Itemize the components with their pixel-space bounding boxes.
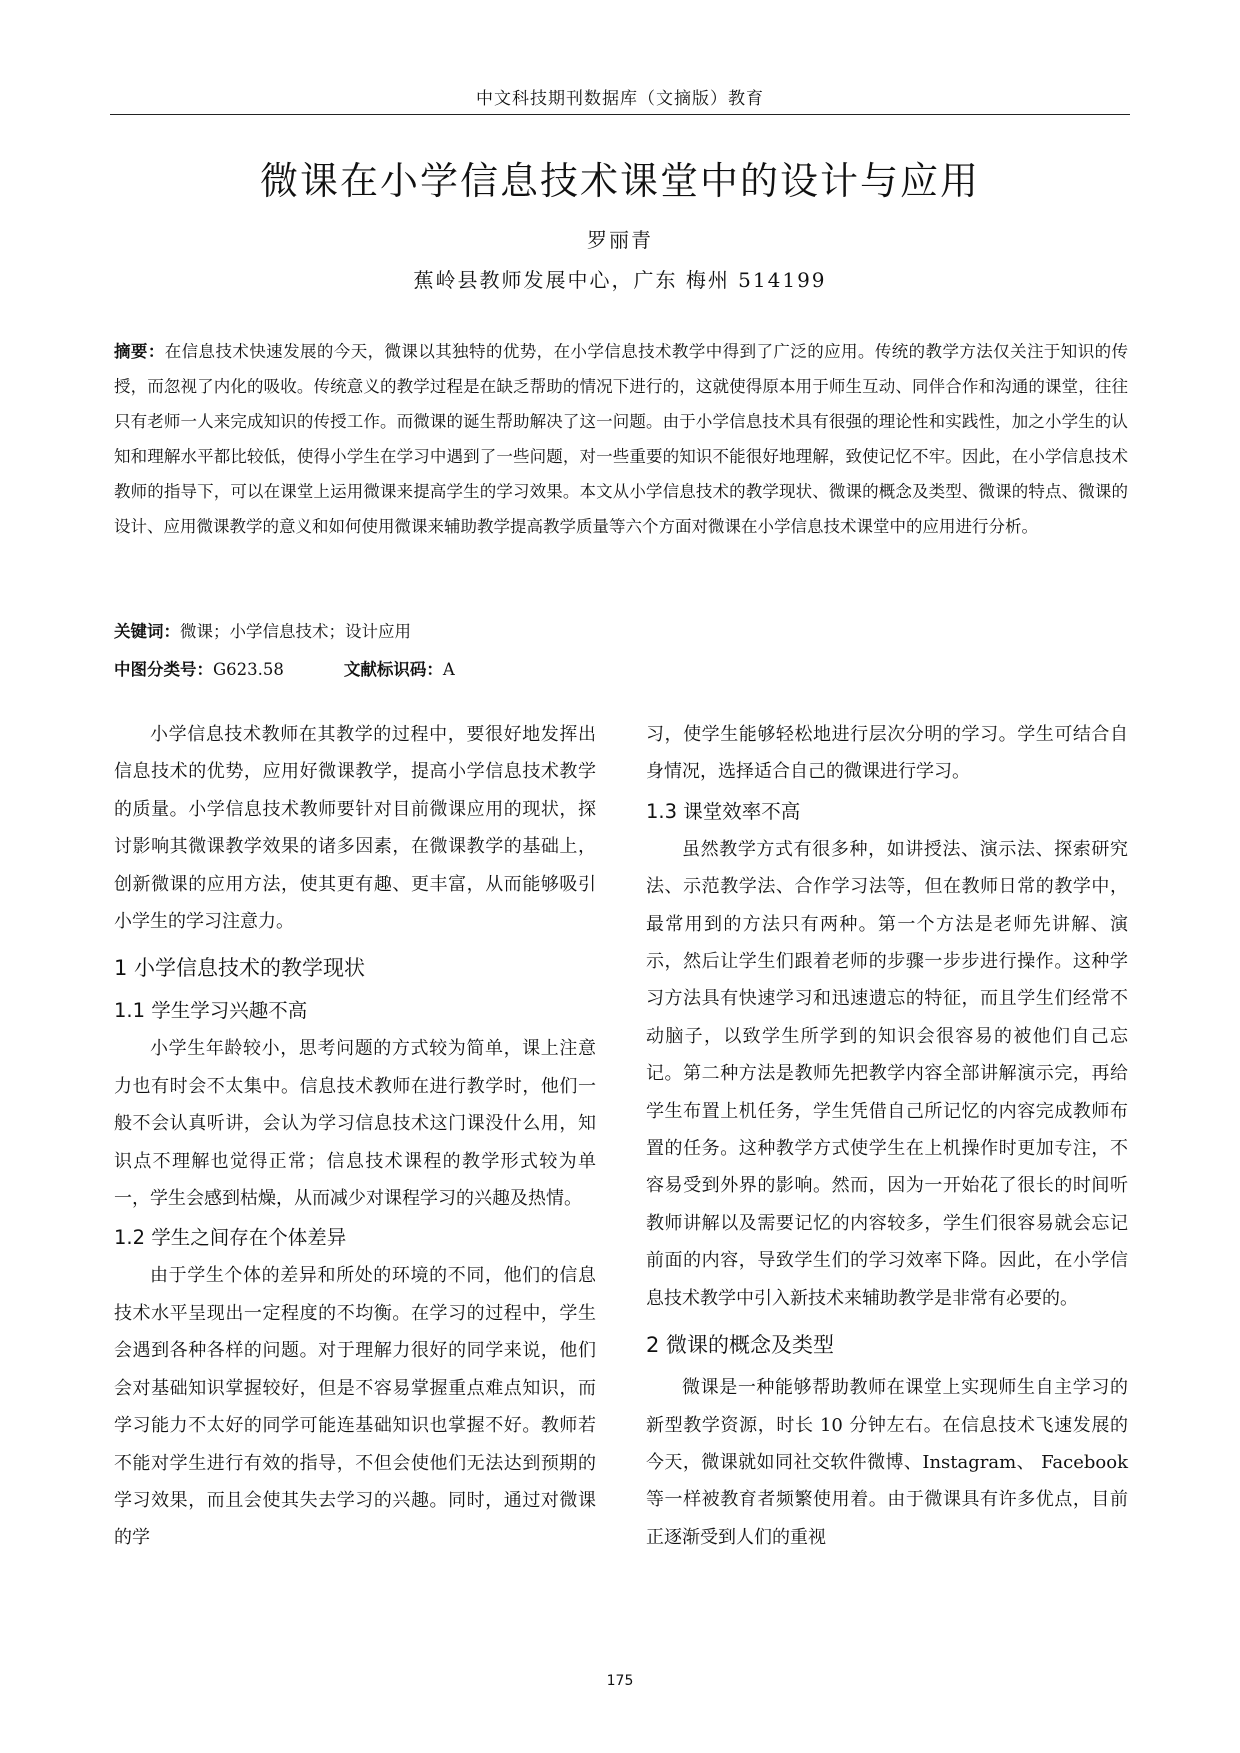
keywords [114, 618, 411, 642]
section-1-heading: 1 小学信息技术的教学现状 [114, 956, 366, 981]
article-title: 微课在小学信息技术课堂中的设计与应用 [259, 159, 980, 203]
classification-line [114, 656, 455, 680]
section-1-2-paragraph: 由于学生个体的差异和所处的环境的不同，他们的信息技术水平呈现出一定程度的不均衡。在学习的过程中，学生会遇到各种各样的问题。对于理解力很好的同学来说，他们会对基础知识掌握较好，但是不容易掌握重点难点知识，而学习能力不太好的同学可能连基础知识也掌握不好。教师若不能对学生进行有效的指导，不但会使他们无法达到预期的学习效果，而且会使其失去学习的兴趣。同时，通过对微课的学 [114, 1265, 596, 1549]
author-name: 罗丽青 [587, 228, 653, 252]
doc-code-value: A [442, 660, 455, 679]
section-1-2-heading: 1.2 学生之间存在个体差异 [114, 1226, 347, 1250]
intro-paragraph: 小学信息技术教师在其教学的过程中，要很好地发挥出信息技术的优势，应用好微课教学，提高小学信息技术教学的质量。小学信息技术教师要针对目前微课应用的现状，探讨影响其微课教学效果的诸多因素，在微课教学的基础上，创新微课的应用方法，使其更有趣、更丰富，从而能够吸引小学生的学习注意力。 [114, 724, 596, 933]
body-column-left [114, 716, 596, 1557]
journal-header: 中文科技期刊数据库（文摘版）教育 [476, 89, 764, 109]
section-1-3-paragraph: 虽然教学方式有很多种，如讲授法、演示法、探索研究法、示范教学法、合作学习法等，但在教师日常的教学中，最常用到的方法只有两种。第一个方法是老师先讲解、演示，然后让学生们跟着老师的步骤一步步进行操作。这种学习方法具有快速学习和迅速遗忘的特征，而且学生们经常不动脑子，以致学生所学到的知识会很容易的被他们自己忘记。第二种方法是教师先把教学内容全部讲解演示完，再给学生布置上机任务，学生凭借自己所记忆的内容完成教师布置的任务。这种教学方式使学生在上机操作时更加专注，不容易受到外界的影响。然而，因为一开始花了很长的时间听教师讲解以及需要记忆的内容较多，学生们很容易就会忘记前面的内容，导致学生们的学习效率下降。因此，在小学信息技术教学中引入新技术来辅助教学是非常有必要的。 [646, 838, 1128, 1309]
page-number: 175 [606, 1673, 634, 1689]
section-2-paragraph: 微课是一种能够帮助教师在课堂上实现师生自主学习的新型教学资源，时长 10 分钟左右。在信息技术飞速发展的今天，微课就如同社交软件微博、Instagram、 Facebook 等一样被教育者频繁使用着。由于微课具有许多优点，目前正逐渐受到人们的重视 [646, 1377, 1128, 1548]
abstract-label: 摘要： [114, 342, 165, 361]
abstract-text: 在信息技术快速发展的今天，微课以其独特的优势，在小学信息技术教学中得到了广泛的应用。传统的教学方法仅关注于知识的传授，而忽视了内化的吸收。传统意义的教学过程是在缺乏帮助的情况下进行的，这就使得原本用于师生互动、同伴合作和沟通的课堂，往往只有老师一人来完成知识的传授工作。而微课的诞生帮助解决了这一问题。由于小学信息技术具有很强的理论性和实践性，加之小学生的认知和理解水平都比较低，使得小学生在学习中遇到了一些问题，对一些重要的知识不能很好地理解，致使记忆不牢。因此，在小学信息技术教师的指导下，可以在课堂上运用微课来提高学生的学习效果。本文从小学信息技术的教学现状、微课的概念及类型、微课的特点、微课的设计、应用微课教学的意义和如何使用微课来辅助教学提高教学质量等六个方面对微课在小学信息技术课堂中的应用进行分析。 [114, 342, 1129, 536]
clc-value: G623.58 [213, 660, 284, 679]
clc-label: 中图分类号： [114, 660, 213, 679]
section-1-3-heading: 1.3 课堂效率不高 [646, 799, 801, 823]
body-column-right [646, 716, 1128, 1556]
section-1-1-heading: 1.1 学生学习兴趣不高 [114, 999, 308, 1023]
header-divider [110, 114, 1130, 115]
keywords-label: 关键词： [114, 622, 180, 641]
section-1-1-paragraph: 小学生年龄较小，思考问题的方式较为简单，课上注意力也有时会不太集中。信息技术教师在进行教学时，他们一般不会认真听讲，会认为学习信息技术这门课没什么用，知识点不理解也觉得正常；信息技术课程的教学形式较为单一，学生会感到枯燥，从而减少对课程学习的兴趣及热情。 [114, 1038, 596, 1210]
section-1-2-continuation: 习，使学生能够轻松地进行层次分明的学习。学生可结合自身情况，选择适合自己的微课进行学习。 [646, 724, 1128, 783]
section-2-heading: 2 微课的概念及类型 [646, 1333, 835, 1358]
abstract [114, 334, 1128, 544]
keywords-text: 微课；小学信息技术；设计应用 [180, 622, 411, 641]
doc-code-label: 文献标识码： [343, 660, 443, 679]
author-affiliation: 蕉岭县教师发展中心，广东 梅州 514199 [413, 268, 827, 292]
